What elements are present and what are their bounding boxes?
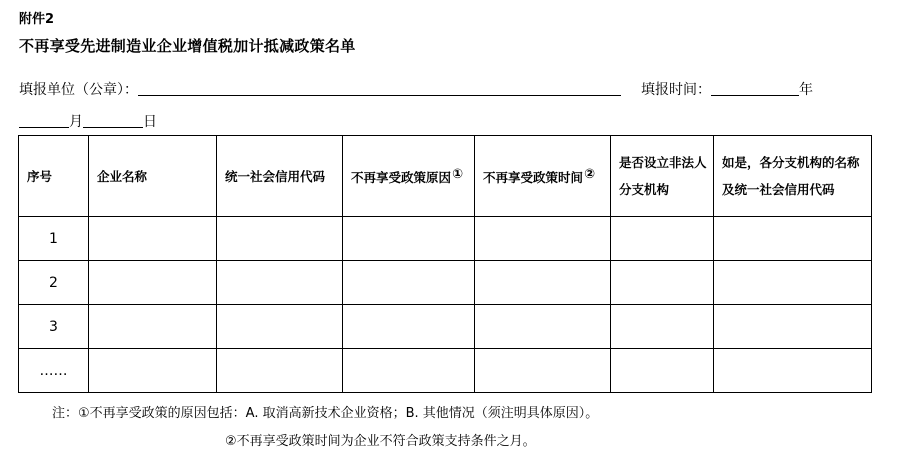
month-blank[interactable] xyxy=(19,113,69,128)
year-blank[interactable] xyxy=(711,81,799,96)
attachment-label: 附件2 xyxy=(19,12,55,27)
table-cell[interactable] xyxy=(343,261,475,305)
row-seq: 2 xyxy=(19,261,89,305)
fill-in-row xyxy=(19,79,813,99)
table-cell[interactable] xyxy=(475,349,611,393)
table-cell[interactable] xyxy=(89,305,217,349)
header-time xyxy=(475,136,611,217)
footnotes xyxy=(52,400,598,456)
table-cell[interactable] xyxy=(217,305,343,349)
table-cell[interactable] xyxy=(714,305,872,349)
table-cell[interactable] xyxy=(611,349,714,393)
row-seq: 1 xyxy=(19,217,89,261)
date-row xyxy=(19,111,157,131)
table-cell[interactable] xyxy=(475,217,611,261)
table-cell[interactable] xyxy=(343,305,475,349)
reason-footnote-mark: ① xyxy=(452,167,464,182)
header-branch: 是否设立非法人分支机构 xyxy=(611,136,714,217)
table-cell[interactable] xyxy=(89,261,217,305)
row-seq: …… xyxy=(19,349,89,393)
table-cell[interactable] xyxy=(611,261,714,305)
unit-blank[interactable] xyxy=(138,81,621,96)
row-seq: 3 xyxy=(19,305,89,349)
header-row xyxy=(19,136,872,217)
table-cell[interactable] xyxy=(475,305,611,349)
table-row xyxy=(19,261,872,305)
year-label: 年 xyxy=(799,82,813,98)
table-cell[interactable] xyxy=(714,217,872,261)
table-cell[interactable] xyxy=(217,349,343,393)
table-row xyxy=(19,349,872,393)
table-row xyxy=(19,305,872,349)
header-branch-info: 如是，各分支机构的名称及统一社会信用代码 xyxy=(714,136,872,217)
table-cell[interactable] xyxy=(217,261,343,305)
table-cell[interactable] xyxy=(475,261,611,305)
table-cell[interactable] xyxy=(217,217,343,261)
header-seq: 序号 xyxy=(19,136,89,217)
header-reason-text: 不再享受政策原因 xyxy=(351,170,452,185)
table-cell[interactable] xyxy=(611,217,714,261)
footnote-1: 注：①不再享受政策的原因包括：A. 取消高新技术企业资格；B. 其他情况（须注明具体原因）。 xyxy=(52,406,599,421)
footnote-2: ②不再享受政策时间为企业不符合政策支持条件之月。 xyxy=(225,434,536,449)
month-label: 月 xyxy=(69,114,83,130)
table-cell[interactable] xyxy=(714,349,872,393)
policy-list-table xyxy=(18,135,872,393)
day-label: 日 xyxy=(143,114,157,130)
table-cell[interactable] xyxy=(89,349,217,393)
unit-label: 填报单位（公章）： xyxy=(19,82,138,98)
table-row xyxy=(19,217,872,261)
day-blank[interactable] xyxy=(83,113,143,128)
table-cell[interactable] xyxy=(611,305,714,349)
table-cell[interactable] xyxy=(343,217,475,261)
header-company-name: 企业名称 xyxy=(89,136,217,217)
time-label: 填报时间： xyxy=(641,82,711,98)
header-credit-code: 统一社会信用代码 xyxy=(217,136,343,217)
header-time-text: 不再享受政策时间 xyxy=(483,170,584,185)
table-cell[interactable] xyxy=(89,217,217,261)
header-reason xyxy=(343,136,475,217)
table-cell[interactable] xyxy=(714,261,872,305)
table-cell[interactable] xyxy=(343,349,475,393)
document-title: 不再享受先进制造业企业增值税加计抵减政策名单 xyxy=(19,37,356,55)
time-footnote-mark: ② xyxy=(584,167,596,182)
